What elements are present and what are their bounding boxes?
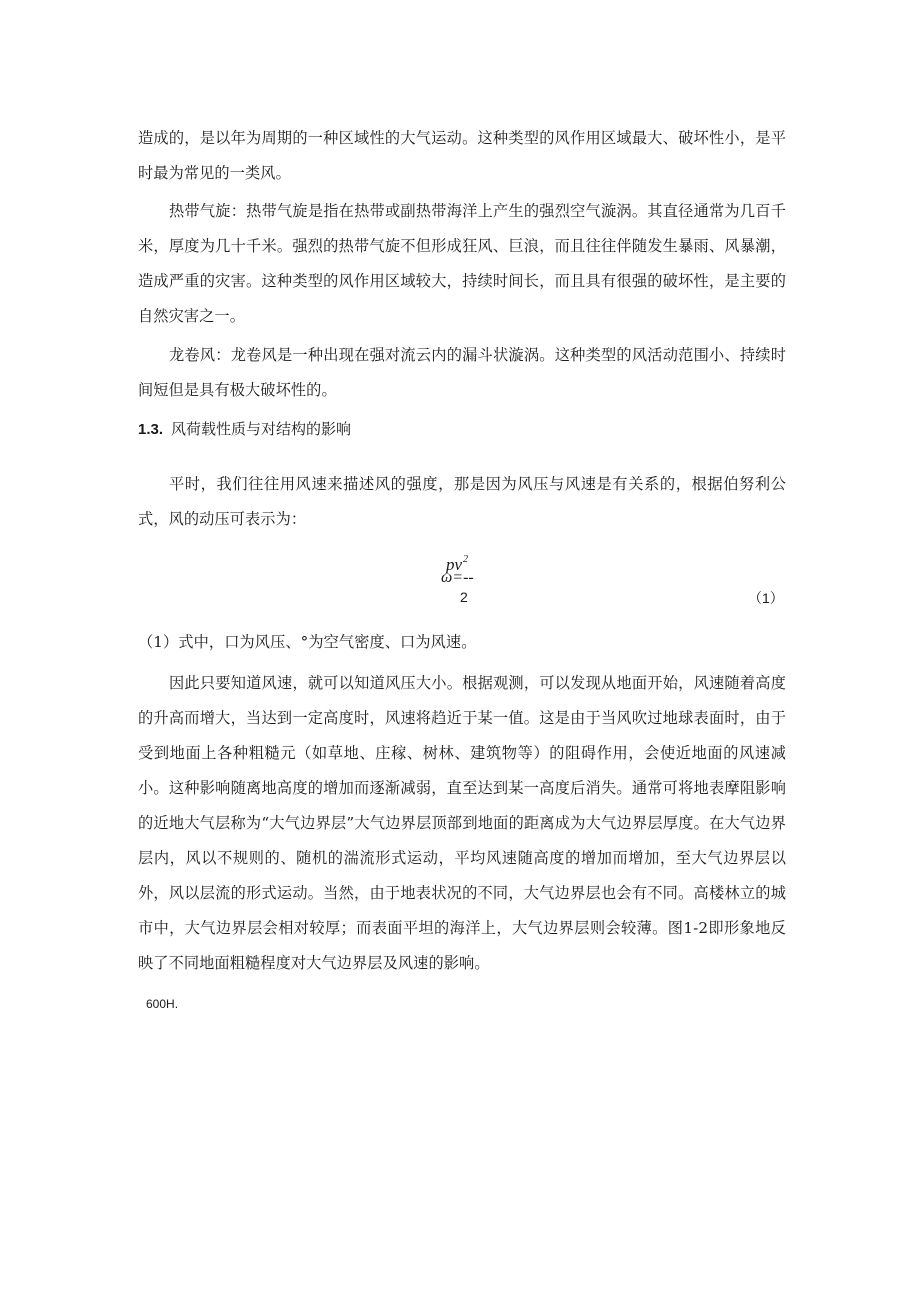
section-heading [138, 418, 351, 442]
paragraph-boundary-layer: 因此只要知道风速，就可以知道风压大小。根据观测，可以发现从地面开始，风速随着高度的升高而增大，当达到一定高度时，风速将趋近于某一值。这是由于当风吹过地球表面时，由于受到地面上各种粗糙元（如草地、庄稼、树林、建筑物等）的阻碍作用，会使近地面的风速减小。这种影响随离地高度的增加而逐渐减弱，直至达到某一高度后消失。通常可将地表摩阻影响的近地大气层称为“大气边界层”大气边界层顶部到地面的距离成为大气边界层厚度。在大气边界层内，风以不规则的、随机的湍流形式运动，平均风速随高度的增加而增加，至大气边界层以外，风以层流的形式运动。当然，由于地表状况的不同，大气边界层也会有不同。高楼林立的城市中，大气边界层会相对较厚；而表面平坦的海洋上，大气边界层则会较薄。图1-2即形象地反映了不同地面粗糙程度对大气边界层及风速的影响。 [138, 674, 786, 972]
section-title: 风荷载性质与对结构的影响 [171, 421, 352, 438]
paragraph-tornado: 龙卷风：龙卷风是一种出现在强对流云内的漏斗状漩涡。这种类型的风活动范围小、持续时间短但是具有极大破坏性的。 [138, 346, 786, 399]
section-number: 1.3. [138, 421, 164, 438]
paragraph-formula-definition: （1）式中，口为风压、°为空气密度、口为风速。 [138, 633, 477, 651]
formula-denominator: 2 [460, 589, 468, 605]
paragraph-bernoulli-intro: 平时，我们往往用风速来描述风的强度，那是因为风压与风速是有关系的，根据伯努利公式，风的动压可表示为： [138, 475, 786, 528]
formula-numerator-text: pv [446, 555, 463, 574]
paragraph-tropical-cyclone: 热带气旋：热带气旋是指在热带或副热带海洋上产生的强烈空气漩涡。其直径通常为几百千米，厚度为几十千米。强烈的热带气旋不但形成狂风、巨浪，而且往往伴随发生暴雨、风暴潮，造成严重的灾害。这种类型的风作用区域较大，持续时间长，而且具有很强的破坏性，是主要的自然灾害之一。 [138, 202, 786, 325]
paragraph-seasonal-wind: 造成的，是以年为周期的一种区域性的大气运动。这种类型的风作用区域最大、破坏性小，是平时最为常见的一类风。 [138, 129, 786, 182]
formula-wind-pressure [432, 550, 492, 610]
figure-label: 600H. [146, 997, 179, 1011]
equation-number: （1） [748, 590, 784, 606]
formula-lhs: ω=-- [441, 569, 474, 586]
formula-exponent: 2 [463, 554, 469, 565]
